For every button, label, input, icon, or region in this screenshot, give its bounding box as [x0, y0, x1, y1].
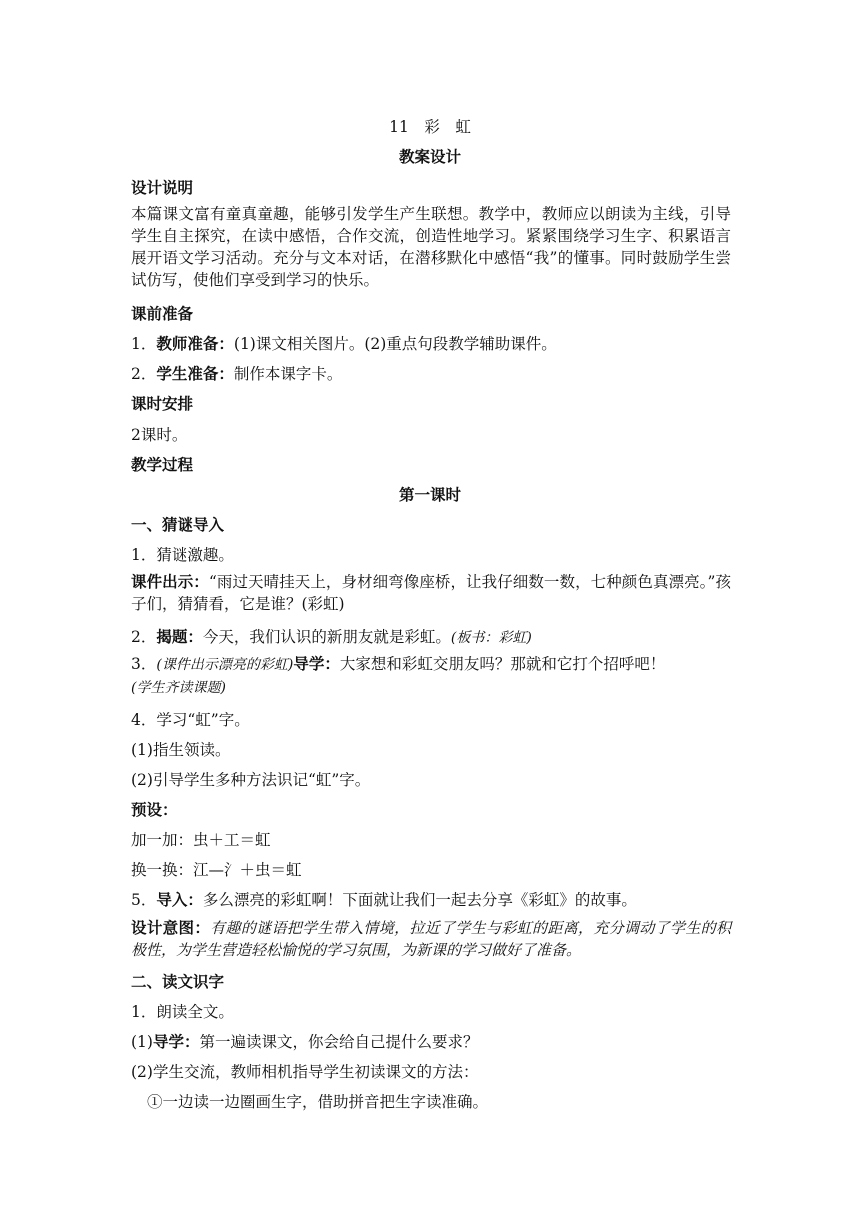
part-one-heading: 一、猜谜导入: [131, 516, 225, 534]
riddle-step: 1．猜谜激趣。: [131, 546, 234, 564]
preset-label: 预设：: [131, 801, 178, 819]
circle-characters-step: ①一边读一边圈画生字，借助拼音把生字读准确。: [147, 1093, 489, 1111]
courseware-label: 课件出示：: [131, 573, 209, 591]
item-number: 2．: [131, 365, 157, 383]
blackboard-note: (板书：彩虹): [450, 630, 532, 646]
item-label: 学生准备：: [156, 365, 234, 383]
student-note: (学生齐读课题): [131, 680, 226, 696]
read-full-text-step: 1．朗读全文。: [131, 1003, 234, 1021]
learn-character-step: 4．学习“虹”字。: [131, 711, 250, 729]
intent-text: 有趣的谜语把学生带入情境，拉近了学生与彩虹的距离，充分调动了学生的积极性，为学生营造轻松愉悦的学习氛围，为新课的学习做好了准备。: [131, 919, 731, 959]
student-exchange-step: (2)学生交流，教师相机指导学生初读课文的方法：: [131, 1063, 479, 1081]
lesson-one-heading: 第一课时: [398, 486, 461, 504]
item-number: 3．: [131, 655, 157, 673]
courseware-note: (课件出示漂亮的彩虹): [156, 657, 294, 673]
reveal-title-step: [131, 625, 731, 647]
guide-step-paragraph: [131, 653, 731, 699]
item-text: 第一遍读课文，你会给自己提什么要求？: [199, 1033, 479, 1051]
intro-step: [131, 888, 731, 910]
item-number: 5．: [131, 891, 157, 909]
item-label: 导学：: [293, 655, 340, 673]
design-intent-paragraph: [131, 917, 731, 961]
item-text: 今天，我们认识的新朋友就是彩虹。: [202, 628, 451, 646]
lesson-title: 11 彩 虹: [389, 118, 471, 136]
item-label: 揭题：: [156, 628, 203, 646]
item-number: (1): [131, 1033, 153, 1051]
preset-swap: 换一换：江—氵＋虫＝虹: [131, 861, 302, 879]
prep-item-teacher: [131, 332, 731, 354]
lead-reading-step: (1)指生领读。: [131, 741, 231, 759]
courseware-riddle-paragraph: [131, 571, 731, 615]
design-note-paragraph: 本篇课文富有童真童趣，能够引发学生产生联想。教学中，教师应以朗读为主线，引导学生自主探究，在读中感悟，合作交流，创造性地学习。紧紧围绕学习生字、积累语言展开语文学习活动。充分与文本对话，在潜移默化中感悟“我”的懂事。同时鼓励学生尝试仿写，使他们享受到学习的快乐。: [131, 205, 731, 289]
part-two-heading: 二、读文识字: [131, 973, 225, 991]
schedule-heading: 课时安排: [131, 395, 194, 413]
process-heading: 教学过程: [131, 456, 194, 474]
item-label: 教师准备：: [156, 335, 234, 353]
plan-subtitle: 教案设计: [398, 148, 461, 166]
prep-heading: 课前准备: [131, 305, 194, 323]
preset-add: 加一加：虫＋工＝虹: [131, 831, 271, 849]
item-label: 导学：: [152, 1033, 200, 1051]
item-text: 制作本课字卡。: [233, 365, 343, 383]
schedule-text: 2课时。: [131, 426, 188, 444]
item-text: 大家想和彩虹交朋友吗？那就和它打个招呼吧！: [339, 655, 666, 673]
item-label: 导入：: [156, 891, 203, 909]
item-text: (1)课文相关图片。(2)重点句段教学辅助课件。: [233, 335, 557, 353]
prep-item-student: [131, 362, 731, 384]
item-number: 2．: [131, 628, 157, 646]
memorize-step: (2)引导学生多种方法识记“虹”字。: [131, 771, 371, 789]
design-note-heading: 设计说明: [131, 179, 194, 197]
intent-label: 设计意图：: [131, 919, 211, 937]
courseware-text: “雨过天晴挂天上，身材细弯像座桥，让我仔细数一数，七种颜色真漂亮。”孩子们，猜猜看，它是谁？(彩虹): [131, 573, 731, 613]
item-number: 1．: [131, 335, 157, 353]
first-read-guide: [131, 1030, 731, 1052]
item-text: 多么漂亮的彩虹啊！下面就让我们一起去分享《彩虹》的故事。: [202, 891, 637, 909]
